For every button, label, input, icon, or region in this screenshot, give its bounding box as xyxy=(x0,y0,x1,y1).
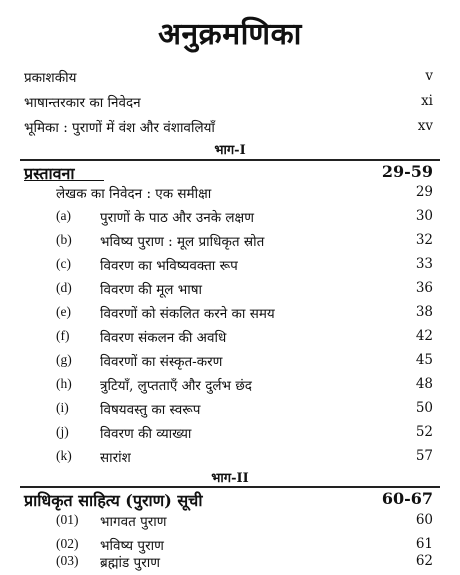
toc-subentry xyxy=(0,512,460,534)
toc-subentry xyxy=(0,256,460,278)
entry-label: विषयवस्तु का स्वरूप xyxy=(100,402,201,418)
entry-page: xv xyxy=(417,118,433,134)
entry-label: विवरणों को संकलित करने का समय xyxy=(100,306,275,322)
entry-label: प्रकाशकीय xyxy=(24,70,77,86)
toc-subentry xyxy=(0,553,460,575)
entry-label: विवरण का भविष्यवक्ता रूप xyxy=(100,258,238,274)
toc-entry xyxy=(0,118,460,140)
entry-letter: (k) xyxy=(56,448,72,463)
entry-page: 38 xyxy=(415,304,433,320)
toc-subentry xyxy=(0,280,460,302)
entry-page: v xyxy=(425,68,433,84)
entry-label: लेखक का निवेदन : एक समीक्षा xyxy=(56,186,212,202)
toc-subentry xyxy=(0,376,460,398)
entry-page: 29 xyxy=(415,184,433,200)
entry-label: विवरण की मूल भाषा xyxy=(100,282,203,298)
entry-letter: (c) xyxy=(56,256,71,271)
section-heading xyxy=(0,489,460,511)
entry-page: 48 xyxy=(415,376,433,392)
toc-subentry xyxy=(0,208,460,230)
entry-label: त्रुटियाँ, लुप्तताएँ और दुर्लभ छंद xyxy=(100,378,252,394)
section-pages: 60-67 xyxy=(381,489,433,508)
entry-page: 33 xyxy=(415,256,433,272)
entry-page: 57 xyxy=(415,448,433,464)
entry-page: 62 xyxy=(415,553,433,569)
entry-letter: (h) xyxy=(56,376,72,391)
toc-entry xyxy=(0,184,460,206)
entry-letter: (i) xyxy=(56,400,69,415)
entry-letter: (f) xyxy=(56,328,70,343)
section-underline xyxy=(24,180,104,181)
part-heading: भाग-I xyxy=(214,143,246,158)
toc-subentry xyxy=(0,328,460,350)
toc-subentry xyxy=(0,232,460,254)
entry-page: 60 xyxy=(415,512,433,528)
entry-page: 36 xyxy=(415,280,433,296)
entry-letter: (g) xyxy=(56,352,72,367)
entry-label: विवरण संकलन की अवधि xyxy=(100,330,227,346)
entry-letter: (01) xyxy=(56,512,79,527)
entry-page: 61 xyxy=(415,536,433,552)
section-pages: 29-59 xyxy=(381,162,433,181)
entry-page: 52 xyxy=(415,424,433,440)
entry-label: भाषान्तरकार का निवेदन xyxy=(24,95,141,111)
entry-letter: (a) xyxy=(56,208,71,223)
toc-entry xyxy=(0,93,460,115)
section-title: प्राधिकृत साहित्य (पुराण) सूची xyxy=(24,491,203,510)
entry-page: 45 xyxy=(415,352,433,368)
page-title: अनुक्रमणिका xyxy=(158,17,302,52)
entry-page: 42 xyxy=(415,328,433,344)
section-title: प्रस्तावना xyxy=(24,164,75,183)
entry-letter: (03) xyxy=(56,553,79,568)
entry-label: भागवत पुराण xyxy=(100,514,167,530)
toc-subentry xyxy=(0,400,460,422)
entry-label: ब्रह्मांड पुराण xyxy=(100,555,160,571)
entry-label: भविष्य पुराण xyxy=(100,538,164,554)
divider-rule xyxy=(20,159,440,161)
entry-label: भविष्य पुराण : मूल प्राधिकृत स्रोत xyxy=(100,234,265,250)
entry-page: 32 xyxy=(415,232,433,248)
entry-letter: (d) xyxy=(56,280,72,295)
entry-label: विवरण की व्याख्या xyxy=(100,426,192,442)
entry-label: विवरणों का संस्कृत-करण xyxy=(100,354,223,370)
toc-entry xyxy=(0,68,460,90)
entry-label: भूमिका : पुराणों में वंश और वंशावलियाँ xyxy=(24,120,215,136)
entry-page: xi xyxy=(421,93,433,109)
part-heading: भाग-II xyxy=(211,471,249,486)
entry-label: पुराणों के पाठ और उनके लक्षण xyxy=(100,210,254,226)
toc-subentry xyxy=(0,424,460,446)
entry-letter: (e) xyxy=(56,304,71,319)
entry-letter: (b) xyxy=(56,232,72,247)
entry-letter: (j) xyxy=(56,424,69,439)
entry-page: 30 xyxy=(415,208,433,224)
entry-page: 50 xyxy=(415,400,433,416)
toc-subentry xyxy=(0,304,460,326)
toc-subentry xyxy=(0,352,460,374)
divider-rule xyxy=(20,486,440,488)
toc-subentry xyxy=(0,448,460,470)
entry-letter: (02) xyxy=(56,536,79,551)
entry-label: सारांश xyxy=(100,450,131,466)
